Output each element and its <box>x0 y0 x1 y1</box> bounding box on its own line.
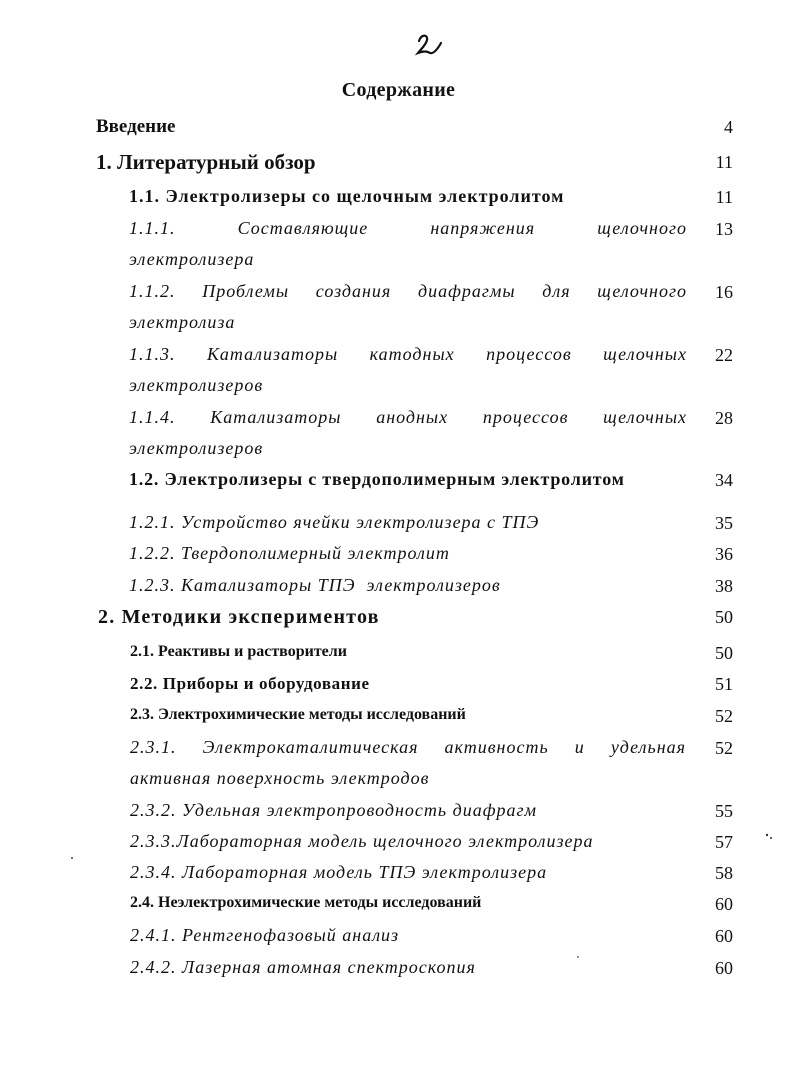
toc-label: 2.3.3.Лабораторная модель щелочного электролизера <box>130 831 594 851</box>
toc-page: 22 <box>715 345 733 365</box>
toc-label: 1.2.3. Катализаторы ТПЭ электролизеров <box>129 575 501 595</box>
toc-label-line2: электролизеров <box>129 438 264 458</box>
toc-page: 60 <box>715 926 733 946</box>
toc-label-line1: 1.1.4. Катализаторы анодных процессов щелочных <box>129 407 687 427</box>
toc-page: 55 <box>715 801 733 821</box>
toc-page: 57 <box>715 832 733 852</box>
toc-label-line1: 1.1.2. Проблемы создания диафрагмы для щелочного <box>129 281 687 301</box>
toc-page: 50 <box>715 607 733 627</box>
toc-label-line1: 1.1.3. Катализаторы катодных процессов щелочных <box>129 344 687 364</box>
toc-label: 1.2.1. Устройство ячейки электролизера с ТПЭ <box>129 512 540 532</box>
toc-label-line2: активная поверхность электродов <box>130 768 430 788</box>
toc-page: 28 <box>715 408 733 428</box>
toc-label: 2.4. Неэлектрохимические методы исследований <box>130 894 482 911</box>
toc-label: 1.2.2. Твердополимерный электролит <box>129 543 450 563</box>
toc-page: 4 <box>724 117 733 137</box>
page-title: Содержание <box>341 79 456 101</box>
toc-page: 36 <box>715 544 733 564</box>
toc-page: 38 <box>715 576 733 596</box>
toc-label-line2: электролизеров <box>129 375 264 395</box>
toc-page: 52 <box>715 706 733 726</box>
toc-label-line2: электролиза <box>129 312 236 332</box>
toc-label: 1.1. Электролизеры со щелочным электролитом <box>129 186 565 206</box>
toc-label: 1.2. Электролизеры с твердополимерным электролитом <box>129 469 625 489</box>
toc-label: 2.3.4. Лабораторная модель ТПЭ электролизера <box>130 862 548 882</box>
toc-label: 2. Методики экспериментов <box>98 606 380 628</box>
toc-page: 34 <box>715 470 733 490</box>
toc-label-line1: 1.1.1. Составляющие напряжения щелочного <box>129 218 687 238</box>
toc-page: 50 <box>715 643 733 663</box>
toc-label: 2.4.1. Рентгенофазовый анализ <box>130 925 400 945</box>
toc-page: 13 <box>715 219 733 239</box>
toc-label-line1: 2.3.1. Электрокаталитическая активность и удельная <box>130 737 686 757</box>
toc-page: 51 <box>715 674 733 694</box>
toc-label: 2.4.2. Лазерная атомная спектроскопия <box>130 957 476 977</box>
toc-label: 1. Литературный обзор <box>96 150 316 174</box>
toc-page: 16 <box>715 282 733 302</box>
toc-page: 35 <box>715 513 733 533</box>
toc-page: 60 <box>715 958 733 978</box>
toc-page: 11 <box>715 152 733 172</box>
toc-page: 58 <box>715 863 733 883</box>
toc-label: Введение <box>96 116 176 137</box>
toc-label: 2.1. Реактивы и растворители <box>130 643 347 660</box>
toc-label: 2.3. Электрохимические методы исследований <box>130 706 466 723</box>
toc-page: 60 <box>715 894 733 914</box>
toc-page: 52 <box>715 738 733 758</box>
toc-label-line2: электролизера <box>129 249 255 269</box>
toc-page: 11 <box>715 187 733 207</box>
toc-label: 2.2. Приборы и оборудование <box>130 674 370 693</box>
toc-label: 2.3.2. Удельная электропроводность диафрагм <box>130 800 537 820</box>
